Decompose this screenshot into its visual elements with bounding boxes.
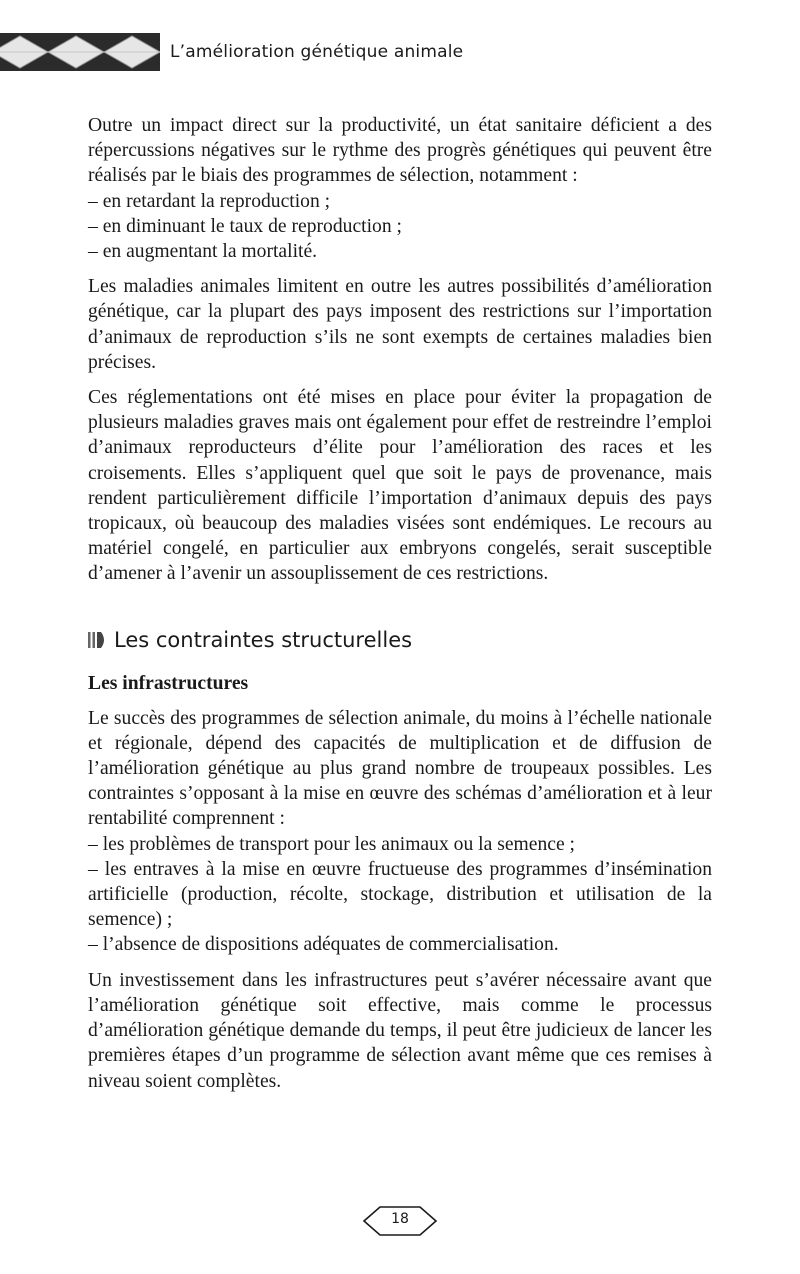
- section-heading: [88, 625, 712, 655]
- list-item: – en augmentant la mortalité.: [88, 241, 318, 263]
- running-title: L’amélioration génétique animale: [170, 42, 464, 62]
- subheading: Les infrastructures: [88, 672, 249, 694]
- diamond-pattern-ornament: [0, 33, 160, 71]
- page-footer: [362, 1205, 438, 1237]
- paragraph-5: Un investissement dans les infrastructures peut s’avérer nécessaire avant que l’amélioration génétique soit effective, mais comme le processus d’amélioration génétique demande du temps, il peut être judicieux de lancer les premières étapes d’un programme de sélection avant même que ces remises à niveau soient complètes.: [88, 969, 712, 1092]
- list-item: – en retardant la reproduction ;: [88, 190, 331, 212]
- list-item: – les entraves à la mise en œuvre fructueuse des programmes d’insémination artificielle (production, récolte, stockage, distribution et utilisation de la semence) ;: [88, 858, 712, 931]
- list-item: – en diminuant le taux de reproduction ;: [88, 215, 402, 237]
- page-number: 18: [391, 1211, 409, 1227]
- paragraph-1: [88, 113, 712, 264]
- list-item: – l’absence de dispositions adéquates de commercialisation.: [88, 934, 559, 956]
- paragraph-3: Ces réglementations ont été mises en place pour éviter la propagation de plusieurs maladies graves mais ont également pour effet de restreindre l’emploi d’animaux reproducteurs d’élite pour l’amélioration des races et les croisements. Elles s’appliquent quel que soit le pays de provenance, mais rendent particulièrement difficile l’importation d’animaux depuis des pays tropicaux, où beaucoup des maladies visées sont endémiques. Le recours au matériel congelé, en particulier aux embryons congelés, serait susceptible d’amener à l’avenir un assouplissement de ces restrictions.: [88, 387, 712, 585]
- section-title: Les contraintes structurelles: [114, 627, 413, 652]
- section-marker-icon: [88, 630, 108, 650]
- running-header: [0, 33, 800, 73]
- paragraph-4-text: Le succès des programmes de sélection animale, du moins à l’échelle nationale et régionale, dépend des capacités de multiplication et de diffusion de l’amélioration génétique au plus grand nombre de troupeaux possibles. Les contraintes s’opposant à la mise en œuvre des schémas d’amélioration et à leur rentabilité comprennent :: [88, 707, 712, 830]
- list-item: – les problèmes de transport pour les animaux ou la semence ;: [88, 833, 575, 855]
- paragraph-4: [88, 706, 712, 958]
- page-body: [88, 113, 712, 1104]
- paragraph-2: Les maladies animales limitent en outre les autres possibilités d’amélioration génétique, car la plupart des pays imposent des restrictions sur l’importation d’animaux de reproduction s’ils ne sont exempts de certaines maladies bien précises.: [88, 276, 712, 373]
- paragraph-1-text: Outre un impact direct sur la productivité, un état sanitaire déficient a des répercussions négatives sur le rythme des progrès génétiques qui peuvent être réalisés par le biais des programmes de sélection, notamment :: [88, 115, 712, 187]
